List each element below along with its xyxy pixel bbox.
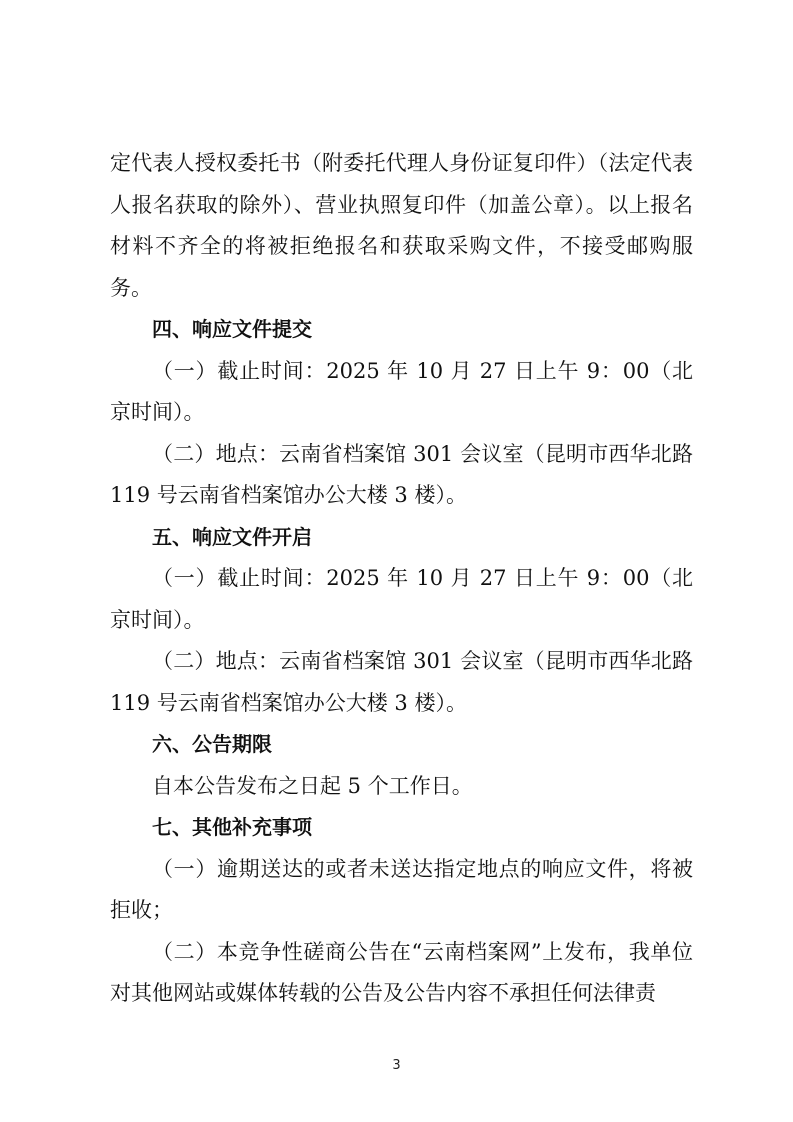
section-heading-response-submission: 四、响应文件提交 [152,317,312,341]
section-heading-response-opening: 五、响应文件开启 [152,524,312,549]
paragraph-continuation: 定代表人授权委托书（附委托代理人身份证复印件）（法定代表人报名获取的除外）、营业执照复印件（加盖公章）。以上报名材料不齐全的将被拒绝报名和获取采购文件，不接受邮购服务。 [110,151,693,300]
paragraph-late-submission: （一）逾期送达的或者未送达指定地点的响应文件，将被拒收； [110,856,693,922]
paragraph-submission-deadline: （一）截止时间：2025 年 10 月 27 日上午 9：00（北京时间）。 [110,358,693,424]
document-body [110,143,693,1015]
page-number: 3 [392,1058,401,1073]
paragraph-submission-location: （二）地点：云南省档案馆 301 会议室（昆明市西华北路 119 号云南省档案馆办公大楼 3 楼）。 [110,441,693,507]
section-heading-announcement-period: 六、公告期限 [152,732,272,756]
paragraph-opening-deadline: （一）截止时间：2025 年 10 月 27 日上午 9：00（北京时间）。 [110,566,693,632]
paragraph-announcement-period: 自本公告发布之日起 5 个工作日。 [152,773,473,798]
section-heading-other-matters: 七、其他补充事项 [152,815,312,839]
paragraph-publication-notice: （二）本竞争性磋商公告在“云南档案网”上发布，我单位对其他网站或媒体转载的公告及公告内容不承担任何法律责 [110,939,693,1005]
paragraph-opening-location: （二）地点：云南省档案馆 301 会议室（昆明市西华北路 119 号云南省档案馆办公大楼 3 楼）。 [110,649,693,715]
